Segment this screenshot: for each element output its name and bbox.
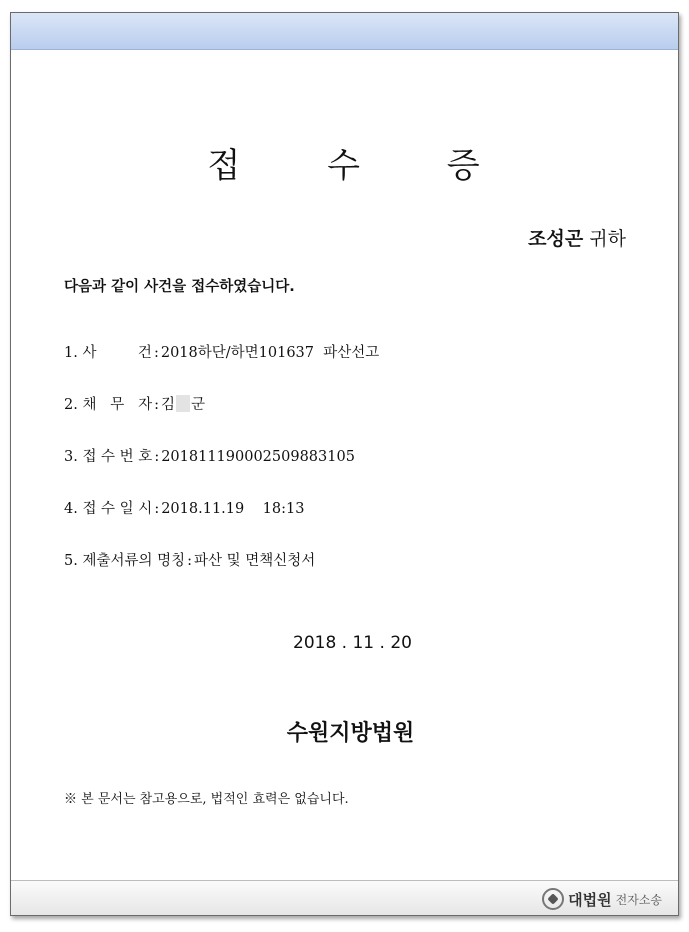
- item-value: 파산 및 면책신청서: [194, 553, 316, 569]
- item-colon: :: [153, 345, 159, 361]
- redaction-block: [176, 395, 190, 412]
- document-frame: [10, 12, 679, 916]
- item-value: 2018.11.19 18:13: [161, 501, 305, 517]
- item-colon: :: [154, 501, 160, 517]
- item-colon: :: [154, 397, 160, 413]
- item-receipt-datetime: [64, 497, 304, 518]
- item-case: [64, 341, 379, 362]
- item-receipt-number: [64, 445, 355, 466]
- item-label: 3. 접 수 번 호: [64, 449, 153, 465]
- item-value: 20181119000250988310​5: [161, 449, 355, 465]
- item-value-pre: 김: [161, 397, 176, 413]
- document-title: 접 수 증: [207, 146, 518, 186]
- brand-main: 대법원: [568, 890, 612, 909]
- top-bar: [11, 13, 678, 50]
- brand-sub: 전자소송: [615, 892, 662, 907]
- item-value: 2018하단/하면101637 파산선고: [160, 345, 380, 361]
- recipient-name: 조성곤: [528, 228, 584, 250]
- footer-bar: [11, 880, 678, 915]
- item-colon: :: [187, 553, 192, 569]
- item-debtor: [64, 393, 205, 414]
- recipient: [528, 224, 626, 251]
- supreme-court-seal-icon: [542, 888, 564, 910]
- item-label: 5. 제출서류의 명칭: [64, 553, 186, 569]
- brand-logo: [542, 888, 662, 910]
- item-colon: :: [154, 449, 160, 465]
- recipient-suffix: 귀하: [589, 228, 626, 250]
- issue-date: 2018 . 11 . 20: [293, 633, 412, 653]
- item-label: 1. 사 건: [64, 345, 152, 361]
- disclaimer-note: ※ 본 문서는 참고용으로, 법적인 효력은 없습니다.: [64, 792, 349, 807]
- item-value-post: 군: [191, 397, 206, 413]
- intro-text: 다음과 같이 사건을 접수하였습니다.: [64, 279, 295, 295]
- item-label: 2. 채 무 자: [64, 397, 153, 413]
- court-name: 수원지방법원: [286, 721, 415, 746]
- item-document-name: [64, 549, 315, 570]
- item-label: 4. 접 수 일 시: [64, 501, 153, 517]
